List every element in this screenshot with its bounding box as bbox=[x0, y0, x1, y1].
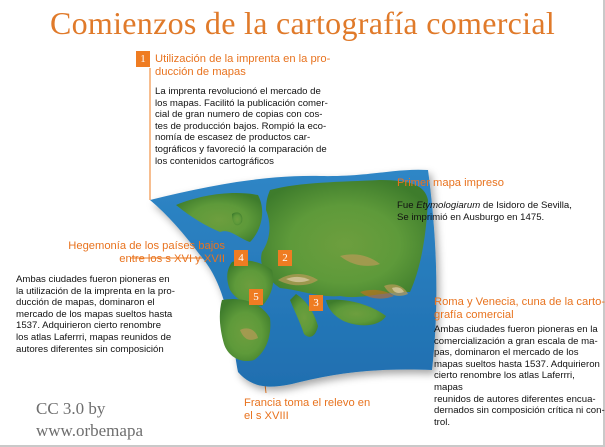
section-5-heading: Francia toma el relevo en el s XVIII bbox=[244, 397, 371, 422]
section-4-body: Ambas ciudades fueron pioneras en la utilización de la imprenta en la pro- ducción de mapas, dominaron el mercado de los mapas sueltos hasta 1537. Adquirieron cierto renombre los atlas Laferrri, mapas reunidos de autores diferentes sin composición bbox=[16, 274, 175, 355]
marker-1-badge: 1 bbox=[136, 51, 150, 67]
section-2-body: Fue Etymologiarum de Isidoro de Sevilla, Se imprimió en Ausburgo en 1475. bbox=[397, 200, 572, 223]
marker-3-badge: 3 bbox=[309, 295, 323, 311]
section-4-heading: Hegemonía de los países bajos entre los s XVI y XVII bbox=[68, 240, 225, 265]
marker-2-badge: 2 bbox=[278, 250, 292, 266]
section-3-body: Ambas ciudades fueron pioneras en la comercialización a gran escala de ma- pas, dominaron el mercado de los mapas sueltos hasta 1537. Adquirieron cierto renombre los atlas Laferrri, mapas reunidos de autores diferentes encua- dernados sin composición crítica ni con- trol. bbox=[434, 324, 605, 428]
section-3-heading: Roma y Venecia, cuna de la carto- grafía comercial bbox=[434, 296, 605, 321]
license-credit: CC 3.0 by www.orbemapa bbox=[36, 399, 143, 440]
section-2-heading: Primer mapa impreso bbox=[397, 177, 504, 189]
marker-4-badge: 4 bbox=[234, 250, 248, 266]
marker-5-badge: 5 bbox=[249, 289, 263, 305]
page-title: Comienzos de la cartografía comercial bbox=[49, 5, 556, 41]
section-1-heading: Utilización de la imprenta en la pro- ducción de mapas bbox=[155, 53, 331, 78]
section-1-body: La imprenta revolucionó el mercado de los mapas. Facilitó la publicación comer- cial de gran numero de copias con cos- tes de producción bajos. Rompió la eco- nomía de escasez de productos car- tográficos y favoreció la comparación de los contenidos cartográficos bbox=[155, 86, 328, 167]
